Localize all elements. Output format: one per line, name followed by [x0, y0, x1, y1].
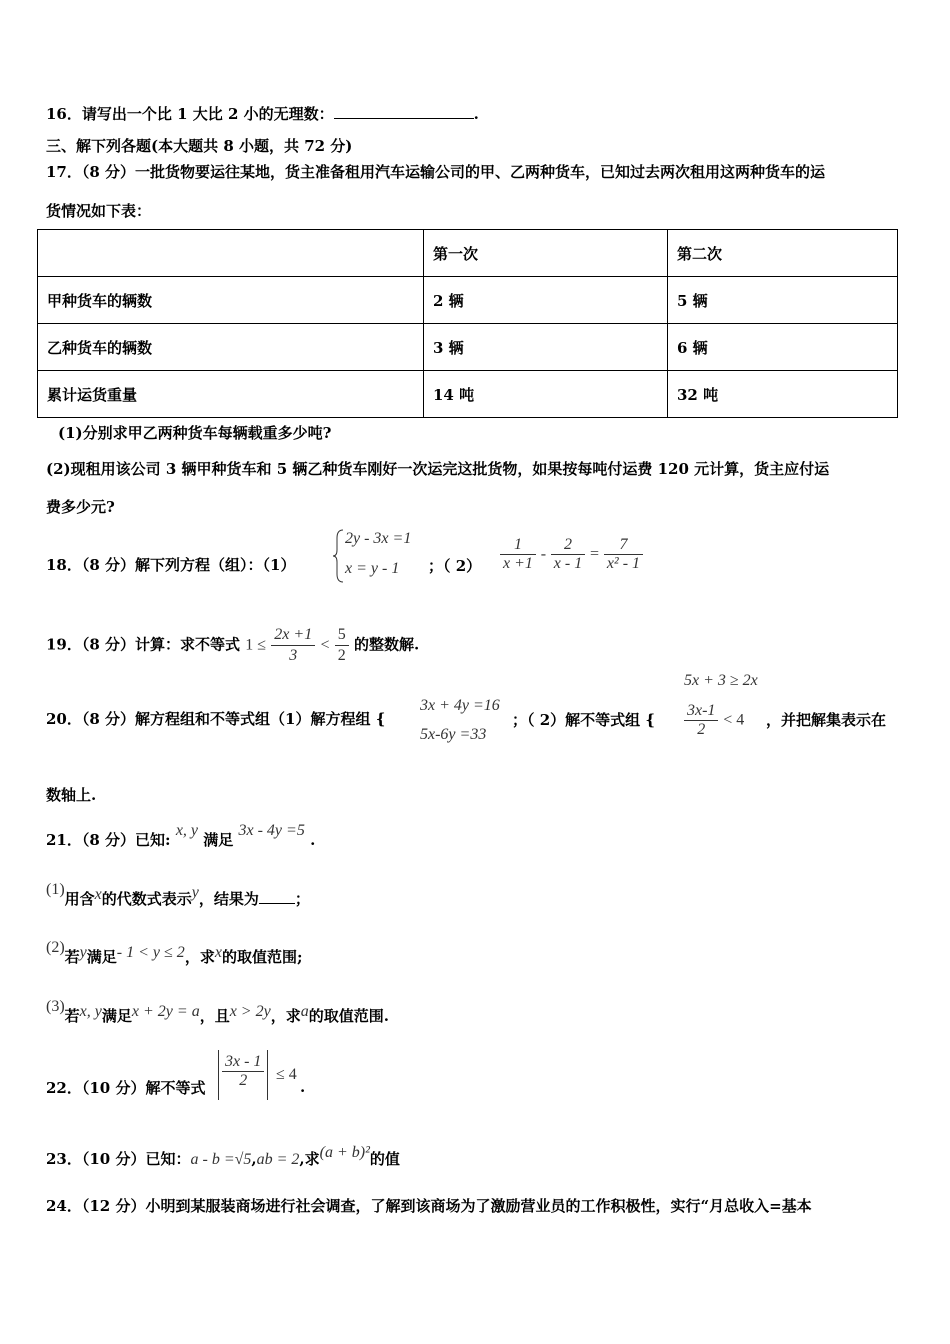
- q18-minus: -: [540, 545, 547, 563]
- q17-sub2-line2: 费多少元?: [46, 498, 115, 516]
- q20-ineq2-frac-den: 2: [684, 720, 718, 739]
- q19-prefix: 19．（8 分）计算：求不等式: [46, 635, 241, 654]
- q20-line2: 数轴上.: [46, 786, 97, 804]
- q18-frac3: [604, 536, 643, 573]
- q21-s2-d: 的取值范围;: [221, 948, 303, 966]
- q21-s2-b: 满足: [86, 948, 117, 966]
- q21-s3-a-var: a: [300, 1003, 309, 1020]
- q21-s1-blank: [259, 889, 295, 904]
- table-row: [38, 371, 898, 418]
- q23-expr: (a + b)²: [319, 1144, 370, 1161]
- q18-equals: =: [590, 545, 600, 563]
- q23-comma1: ,: [251, 1150, 257, 1168]
- q21-s1-d: ；: [294, 890, 310, 908]
- table-header-cell: [38, 230, 424, 277]
- q24-text: 24．（12 分）小明到某服装商场进行社会调查，了解到该商场为了激励营业员的工作积极性，实行“月总收入=基本: [46, 1197, 812, 1215]
- q21-s3-e: 的取值范围.: [308, 1007, 389, 1025]
- q21-line: [46, 822, 316, 851]
- q20-mid: ；（ 2）解不等式组 {: [512, 711, 656, 729]
- q19-frac1: [271, 625, 315, 666]
- q21-s3-d: ，求: [270, 1007, 301, 1025]
- q23-line: [46, 1144, 400, 1170]
- q23-suffix: 的值: [369, 1150, 400, 1168]
- q22-abs-value: [218, 1050, 268, 1100]
- section3-heading: 三、解下列各题(本大题共 8 小题，共 72 分): [46, 137, 353, 155]
- q19-frac2-num: 5: [337, 626, 346, 643]
- q18-eq2: x = y - 1: [345, 560, 400, 577]
- table-cell: 2 辆: [424, 277, 668, 324]
- q21-eq: 3x - 4y =5: [238, 822, 305, 839]
- q18-fraction-set: [500, 536, 643, 573]
- q23-prefix: 23．（10 分）已知：: [46, 1150, 191, 1168]
- q19-suffix: 的整数解.: [353, 635, 420, 654]
- q19-line: [46, 625, 419, 666]
- q21-vars: x, y: [175, 822, 199, 839]
- table-cell: 甲种货车的辆数: [38, 277, 424, 324]
- q20-ineq2-rest: < 4: [723, 711, 745, 729]
- q22-frac-num: 3x - 1: [225, 1053, 262, 1070]
- q20-prefix: 20．（8 分）解方程组和不等式组（1）解方程组 {: [46, 710, 386, 728]
- q18-eq1: 2y - 3x =1: [345, 530, 412, 547]
- q19-frac1-den: 3: [271, 645, 315, 666]
- q21-s3-a: 若: [64, 1007, 80, 1025]
- q22-frac-den: 2: [222, 1071, 264, 1090]
- q18-prefix: 18．（8 分）解下列方程（组）：（1）: [46, 556, 296, 574]
- q16-text: 16．请写出一个比 1 大比 2 小的无理数：: [46, 105, 334, 123]
- table-row: [38, 324, 898, 371]
- q18-frac2: [551, 536, 585, 573]
- q19-lt: <: [320, 636, 330, 654]
- q21-s3-b: 满足: [101, 1007, 132, 1025]
- q16-end: .: [473, 105, 479, 123]
- q21-s1-y: y: [191, 884, 199, 901]
- table-cell: 32 吨: [668, 371, 898, 418]
- table-cell: 累计运货重量: [38, 371, 424, 418]
- table-cell: 3 辆: [424, 324, 668, 371]
- q19-frac1-num: 2x +1: [274, 626, 313, 643]
- q18-frac2-den: x - 1: [551, 554, 585, 573]
- q21-s3-ineq: x > 2y: [229, 1003, 271, 1020]
- q17-line1: 17．（8 分）一批货物要运往某地，货主准备租用汽车运输公司的甲、乙两种货车，已知过去两次租用这两种货车的运: [46, 163, 826, 181]
- q21-s1-a: 用含: [64, 890, 95, 908]
- q20-eq2: 5x-6y =33: [420, 726, 487, 743]
- q17-sub1: (1)分别求甲乙两种货车每辆载重多少吨?: [58, 424, 332, 442]
- q23-comma2: ,求: [299, 1150, 320, 1168]
- q21-sub2: [46, 939, 303, 968]
- q18-frac1-den: x +1: [500, 554, 536, 573]
- q17-sub2-line1: (2)现租用该公司 3 辆甲种货车和 5 辆乙种货车刚好一次运完这批货物，如果按每吨付运费 120 元计算，货主应付运: [46, 460, 830, 478]
- q21-s2-c: ，求: [184, 948, 215, 966]
- q20-ineq2-frac-num: 3x-1: [687, 702, 716, 719]
- q20-eq1: 3x + 4y =16: [420, 697, 500, 714]
- q18-mid: ；（ 2）: [428, 557, 482, 575]
- q21-s3-eq: x + 2y = a: [131, 1003, 200, 1020]
- q21-s3-vars: x, y: [79, 1003, 102, 1020]
- table-cell: 5 辆: [668, 277, 898, 324]
- table-header-cell: 第一次: [424, 230, 668, 277]
- table-cell: 14 吨: [424, 371, 668, 418]
- q21-s3-c: ，且: [199, 1007, 230, 1025]
- q20-ineq2: [684, 702, 744, 739]
- table-cell: 6 辆: [668, 324, 898, 371]
- q21-sub1: [46, 881, 310, 910]
- table-row: [38, 277, 898, 324]
- q21-s2-label: (2): [46, 939, 65, 956]
- q18-frac1: [500, 536, 536, 573]
- q20-ineq2-frac: [684, 702, 718, 739]
- q21-s1-label: (1): [46, 881, 65, 898]
- q19-lead: 1 ≤: [245, 636, 267, 654]
- q17-line2: 货情况如下表：: [46, 202, 152, 220]
- q22-end: .: [300, 1078, 306, 1096]
- q21-s1-b: 的代数式表示: [101, 890, 192, 908]
- q21-s2-a: 若: [64, 948, 80, 966]
- q16-answer-blank: [334, 104, 474, 119]
- q21-sub3: [46, 998, 389, 1027]
- q21-s2-y: y: [79, 944, 87, 961]
- q23-eq2: ab = 2: [256, 1151, 300, 1168]
- q18-frac3-num: 7: [619, 536, 628, 553]
- q18-frac2-num: 2: [564, 536, 573, 553]
- q23-eq1: a - b =√5: [190, 1151, 252, 1168]
- table-cell: 乙种货车的辆数: [38, 324, 424, 371]
- q22-rest: ≤ 4: [276, 1066, 297, 1083]
- q21-s3-label: (3): [46, 998, 65, 1015]
- q22-frac: [222, 1053, 264, 1090]
- q21-s2-ineq: - 1 < y ≤ 2: [116, 944, 185, 961]
- q21-s1-c: ，结果为: [198, 890, 259, 908]
- table-row: [38, 230, 898, 277]
- q18-frac1-num: 1: [513, 536, 522, 553]
- q21-s2-x: x: [214, 944, 222, 961]
- table-header-cell: 第二次: [668, 230, 898, 277]
- q17-table: [37, 229, 898, 418]
- q20-suffix: ，并把解集表示在: [766, 711, 887, 729]
- q18-brace: [333, 528, 345, 584]
- q20-ineq1: 5x + 3 ≥ 2x: [684, 672, 758, 689]
- q16-line: [46, 104, 479, 124]
- q19-frac2-den: 2: [335, 645, 349, 666]
- q19-frac2: [335, 625, 349, 666]
- q18-frac3-den: x² - 1: [604, 554, 643, 573]
- q21-end: .: [310, 831, 316, 849]
- q21-s1-x: x: [94, 886, 102, 903]
- q21-prefix: 21．（8 分）已知:: [46, 831, 171, 849]
- q21-mid: 满足: [203, 831, 234, 849]
- q22-prefix: 22．（10 分）解不等式: [46, 1079, 206, 1097]
